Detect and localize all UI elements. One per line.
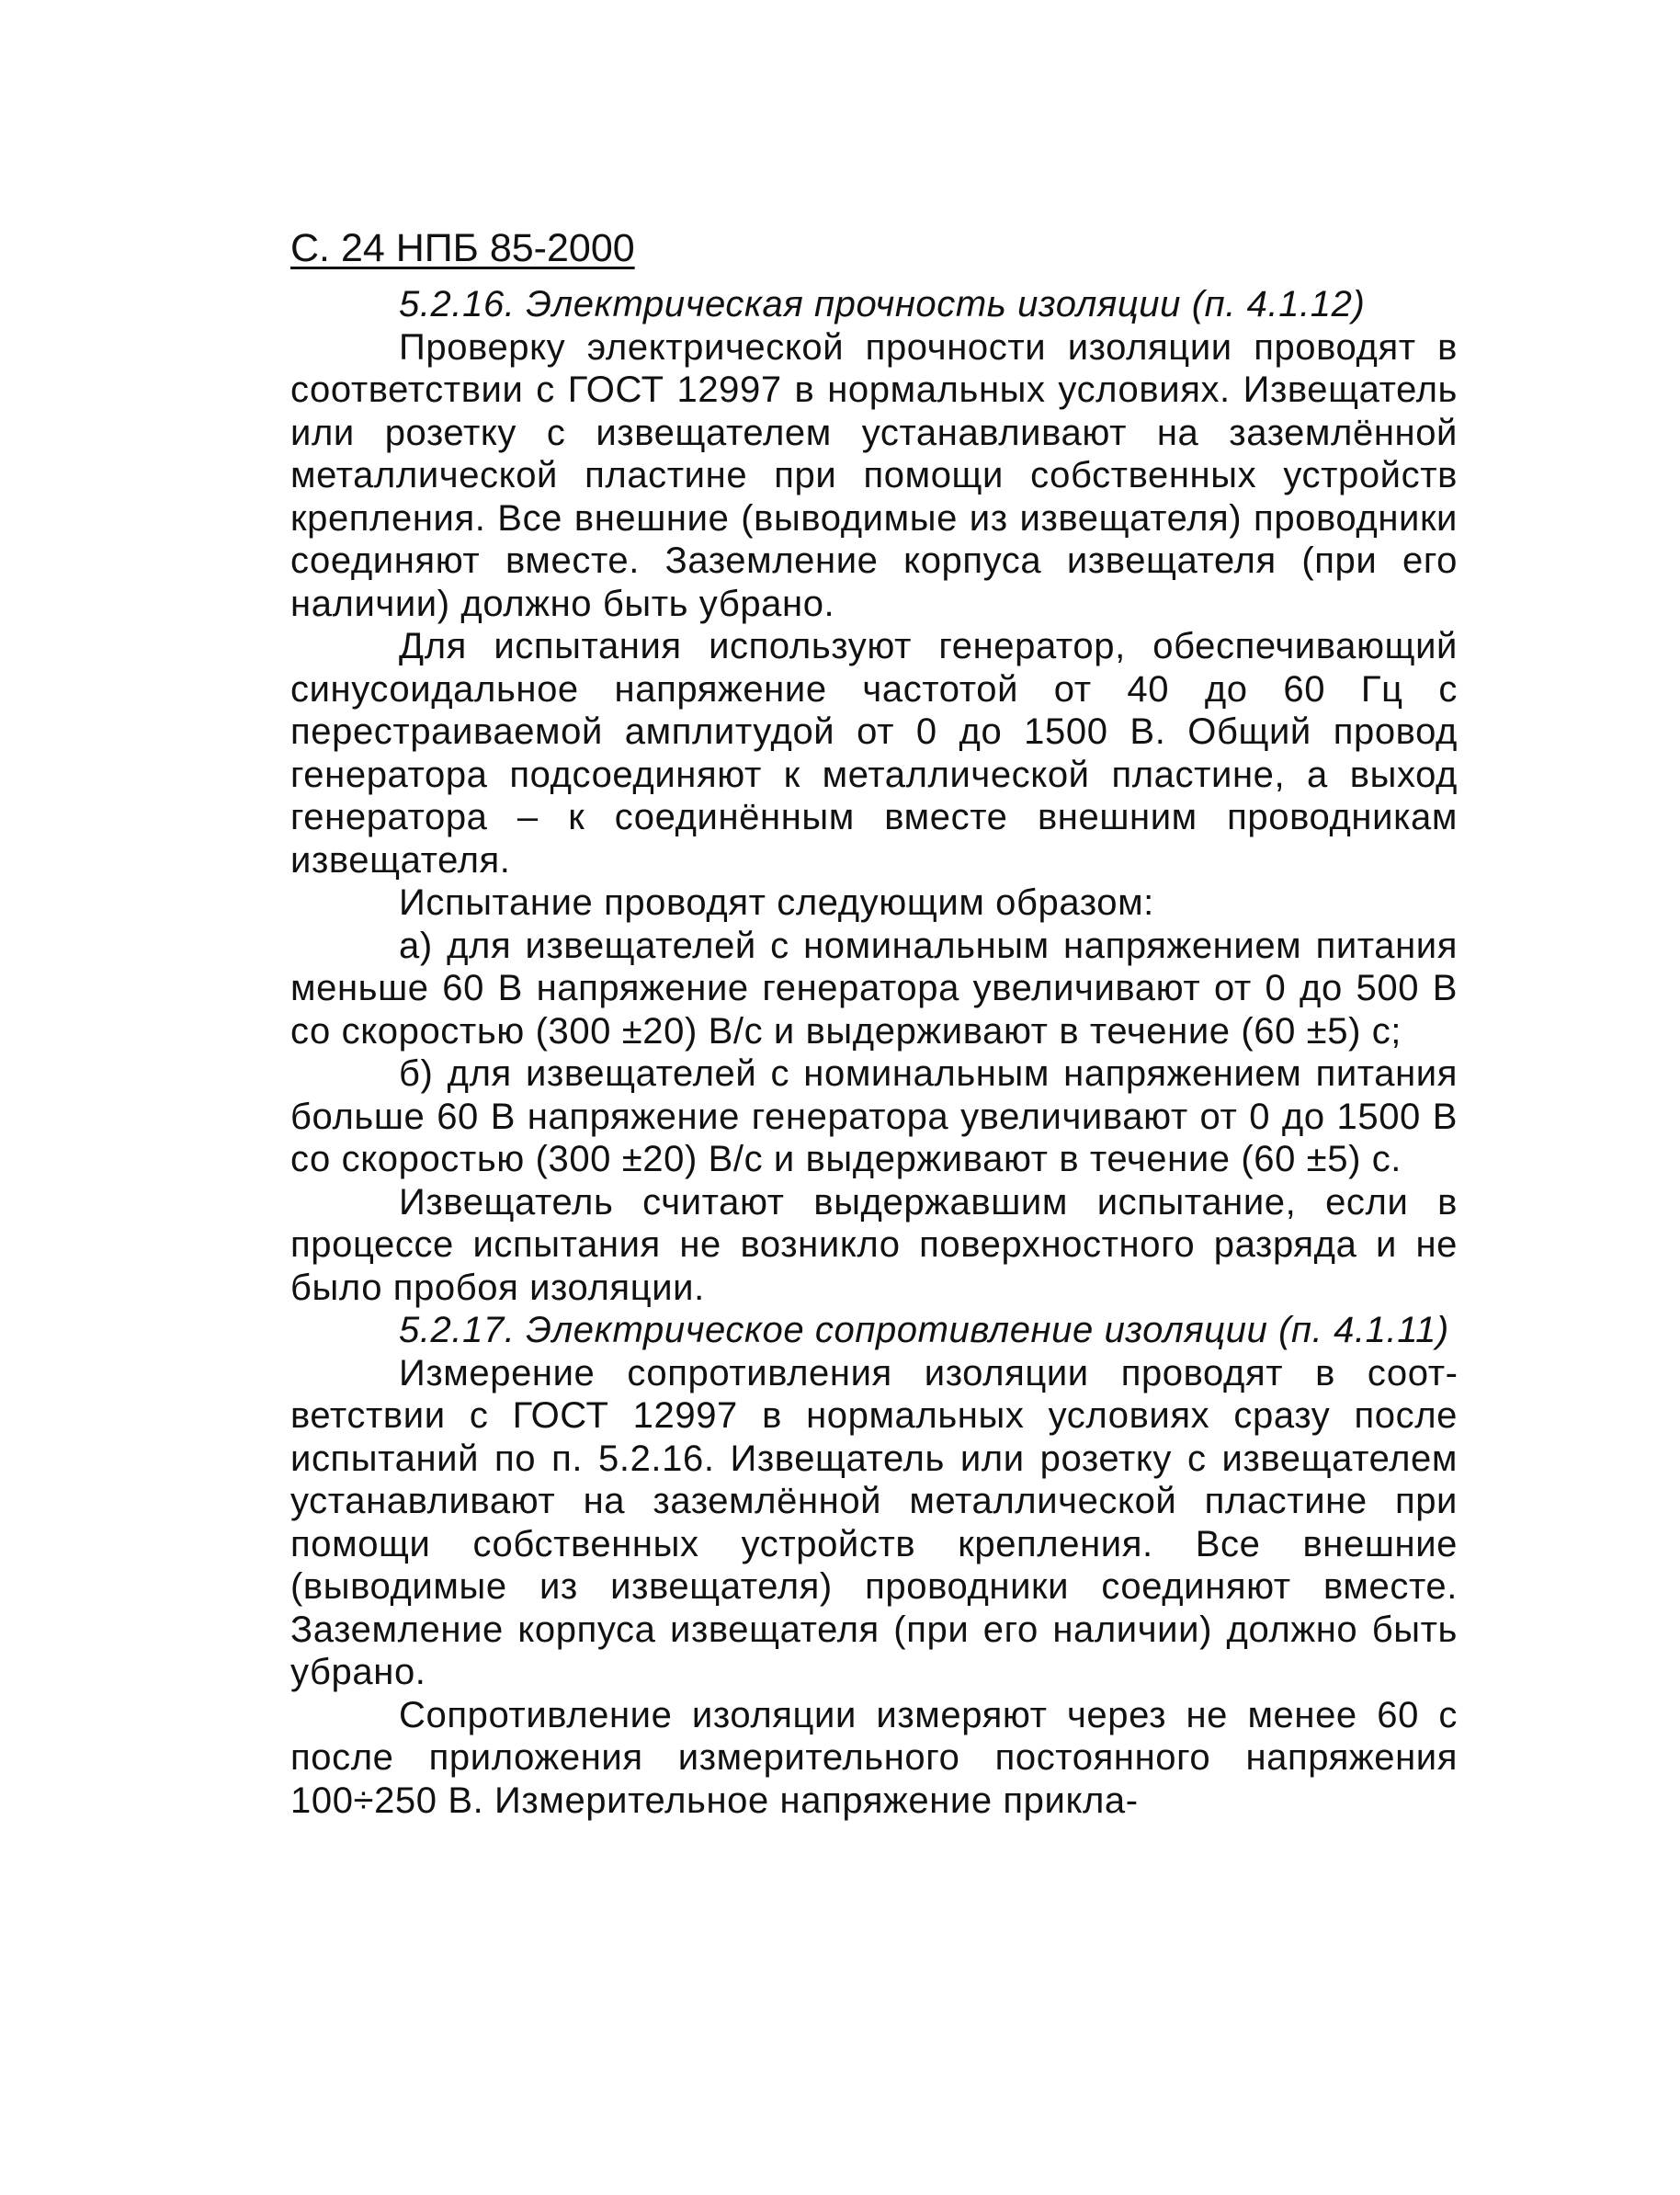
- paragraph: Сопротивление изоляции измеряют через не менее 60 с после приложения измерительного постоянного напряжения 100÷250 В. Измерительное напряжение прикла-: [290, 1694, 1458, 1821]
- list-item-a: а) для извещателей с номинальным напряжением питания меньше 60 В напряжение генератора увеличивают от 0 до 500 В со скоростью (300 ±20) В/с и выдерживают в течение (60 ±5) с;: [290, 925, 1458, 1052]
- document-body: [290, 283, 1458, 1822]
- section-heading-5-2-17: 5.2.17. Электрическое сопротивление изоляции (п. 4.1.11): [399, 1310, 1449, 1350]
- document-page: [290, 221, 1458, 1822]
- paragraph: Испытание проводят следующим образом:: [399, 882, 1154, 923]
- section-heading-5-2-16: 5.2.16. Электрическая прочность изоляции (п. 4.1.12): [399, 284, 1366, 324]
- list-item-b: б) для извещателей с номинальным напряжением питания больше 60 В напряжение генератора увеличивают от 0 до 1500 В со скоростью (300 ±20) В/с и выдерживают в течение (60 ±5) с.: [290, 1053, 1458, 1179]
- paragraph: Измерение сопротивления изоляции проводят в соответствии с ГОСТ 12997 в нормальных условиях сразу после испытаний по п. 5.2.16. Извещатель или розетку с извещателем устанавливают на заземлённой металлической пластине при помощи собственных устройств крепления. Все внешние (выводимые из извещателя) проводники соединяют вместе. Заземление корпуса извещателя (при его наличии) должно быть убрано.: [290, 1352, 1458, 1692]
- paragraph: Проверку электрической прочности изоляции проводят в соответствии с ГОСТ 12997 в нормальных условиях. Извещатель или розетку с извещателем устанавливают на заземлённой металлической пластине при помощи собственных устройств крепления. Все внешние (выводимые из извещателя) проводники соединяют вместе. Заземление корпуса извещателя (при его наличии) должно быть убрано.: [290, 326, 1458, 624]
- page-header: С. 24 НПБ 85-2000: [290, 226, 635, 270]
- paragraph: Для испытания используют генератор, обеспечивающий синусоидальное напряжение частотой от 40 до 60 Гц с перестраиваемой амплитудой от 0 до 1500 В. Общий провод генератора подсоединяют к металлической пластине, а выход генератора – к соединённым вместе внешним проводникам извещателя.: [290, 626, 1458, 881]
- paragraph: Извещатель считают выдержавшим испытание, если в процессе испытания не возникло поверхностного разряда и не было пробоя изоляции.: [290, 1181, 1458, 1308]
